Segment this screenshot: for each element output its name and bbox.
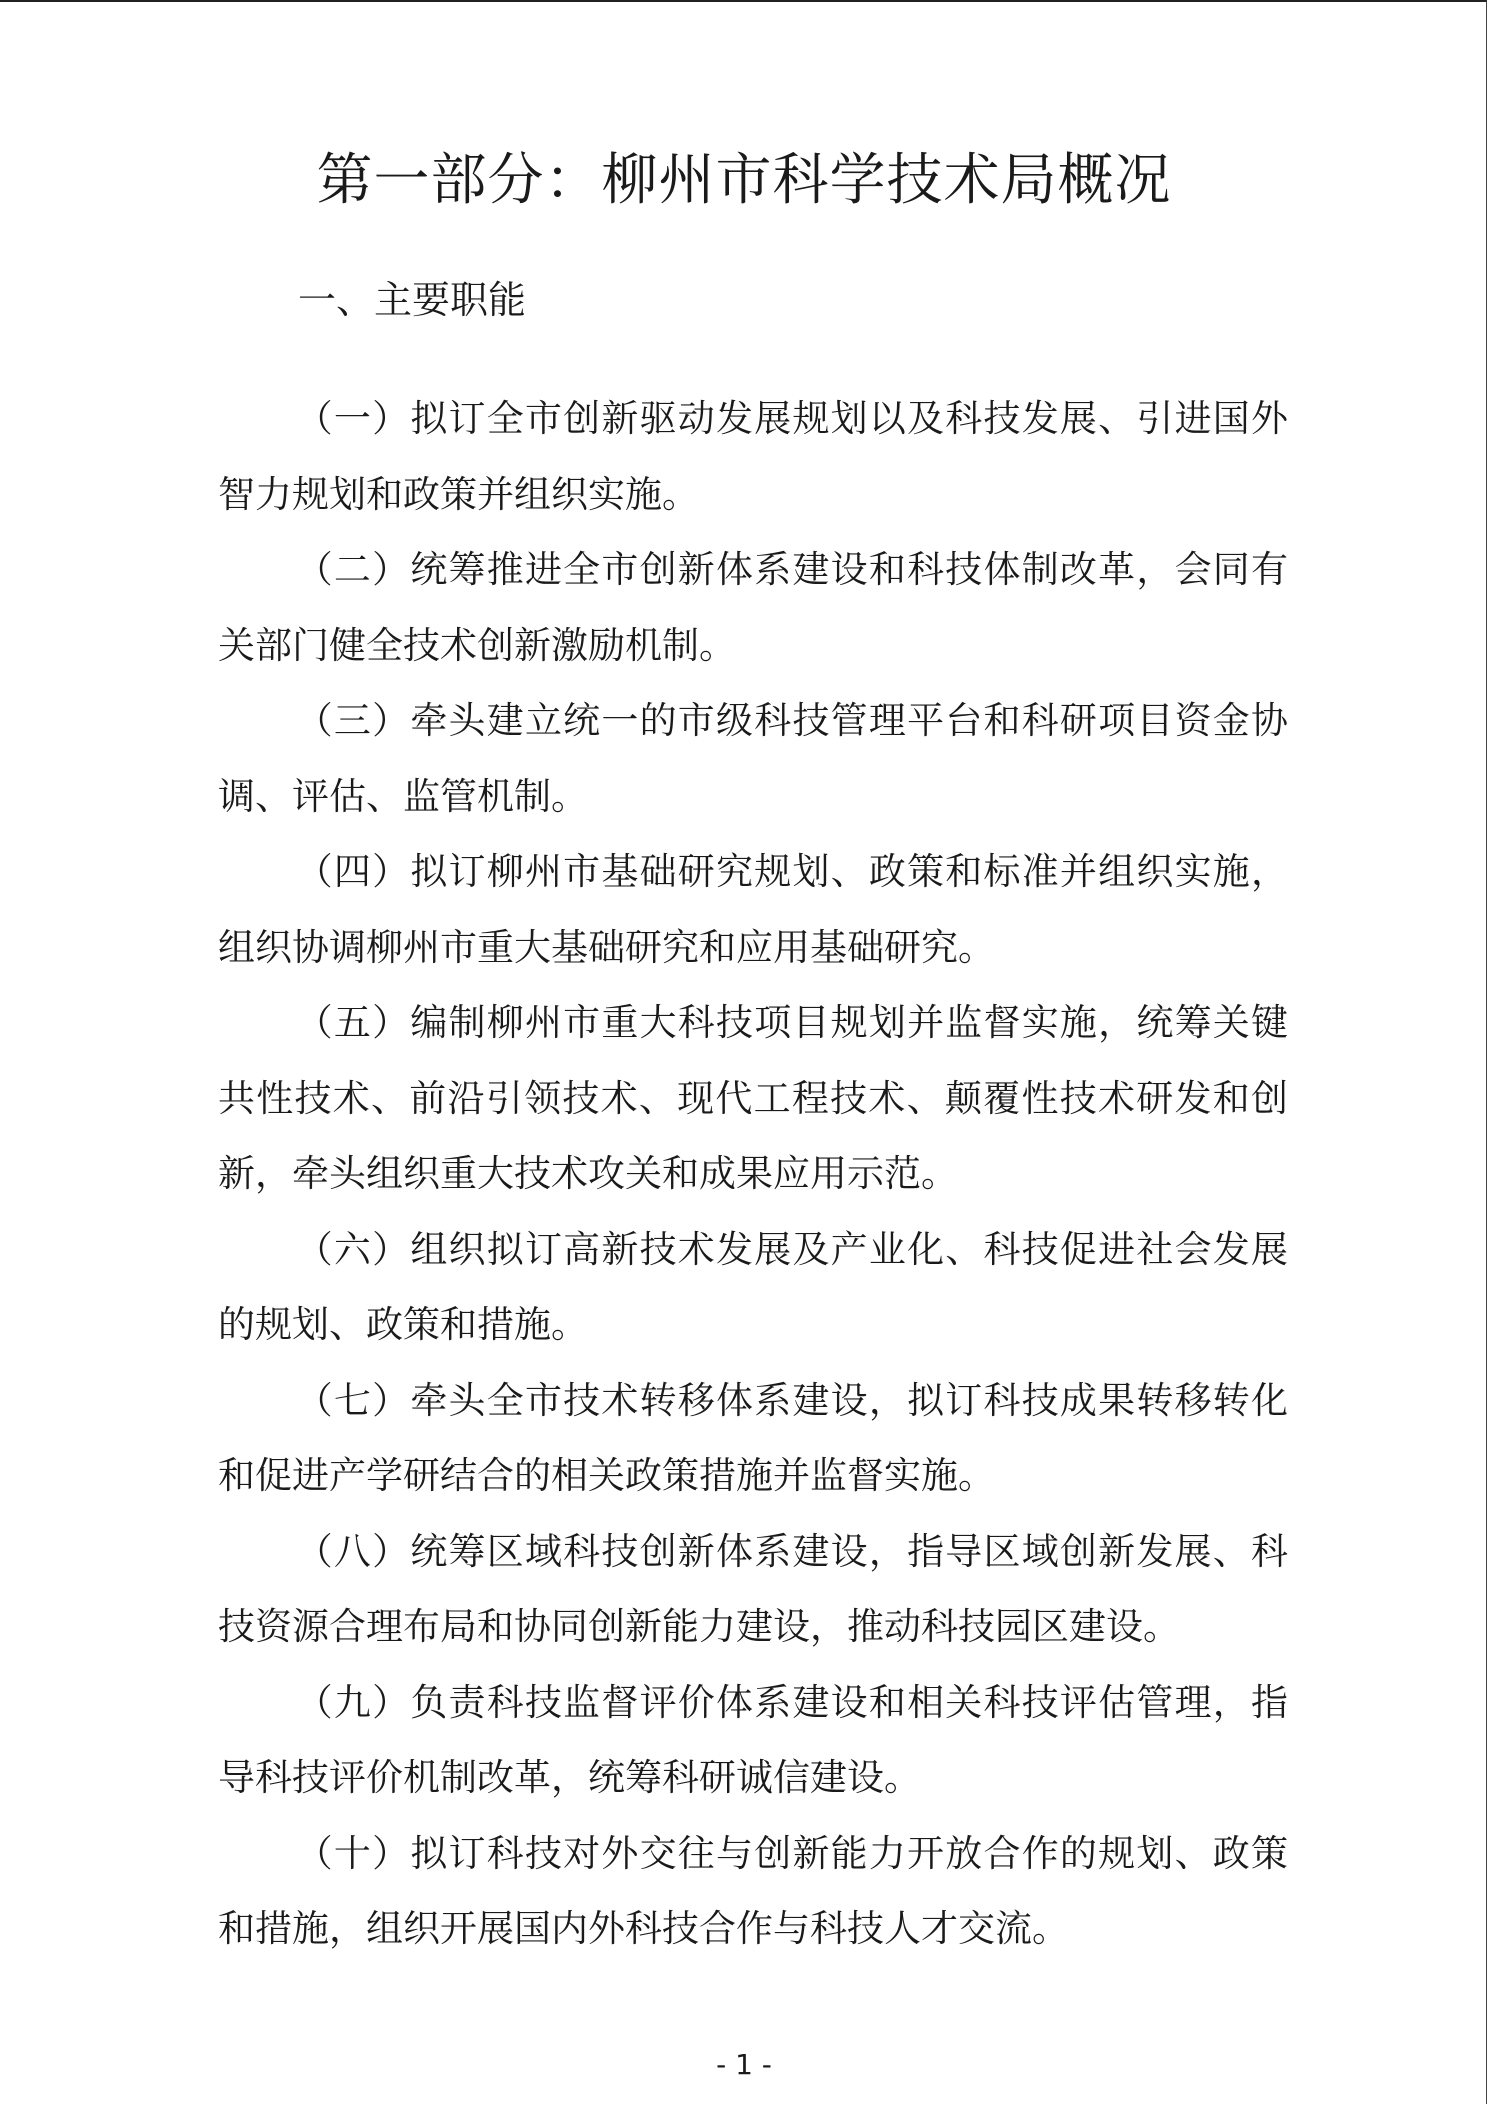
body-text [218, 381, 1288, 1967]
paragraph-5: （五）编制柳州市重大科技项目规划并监督实施，统筹关键共性技术、前沿引领技术、现代工程技术、颠覆性技术研发和创新，牵头组织重大技术攻关和成果应用示范。 [218, 1001, 1288, 1195]
paragraph-1: （一）拟订全市创新驱动发展规划以及科技发展、引进国外智力规划和政策并组织实施。 [218, 397, 1288, 516]
page-title: 第一部分：柳州市科学技术局概况 [316, 148, 1172, 213]
page-number: - 1 - [716, 2048, 772, 2081]
paragraph-8: （八）统筹区域科技创新体系建设，指导区域创新发展、科技资源合理布局和协同创新能力建设，推动科技园区建设。 [218, 1529, 1288, 1648]
paragraph-9: （九）负责科技监督评价体系建设和相关科技评估管理，指导科技评价机制改革，统筹科研诚信建设。 [218, 1680, 1288, 1799]
paragraph-2: （二）统筹推进全市创新体系建设和科技体制改革，会同有关部门健全技术创新激励机制。 [218, 548, 1288, 667]
paragraph-10: （十）拟订科技对外交往与创新能力开放合作的规划、政策和措施，组织开展国内外科技合作与科技人才交流。 [218, 1831, 1288, 1950]
paragraph-7: （七）牵头全市技术转移体系建设，拟订科技成果转移转化和促进产学研结合的相关政策措施并监督实施。 [218, 1378, 1288, 1497]
paragraph-6: （六）组织拟订高新技术发展及产业化、科技促进社会发展的规划、政策和措施。 [218, 1227, 1288, 1346]
paragraph-4: （四）拟订柳州市基础研究规划、政策和标准并组织实施，组织协调柳州市重大基础研究和应用基础研究。 [218, 850, 1288, 969]
paragraph-3: （三）牵头建立统一的市级科技管理平台和科研项目资金协调、评估、监管机制。 [218, 699, 1288, 818]
section-heading: 一、主要职能 [298, 278, 527, 322]
